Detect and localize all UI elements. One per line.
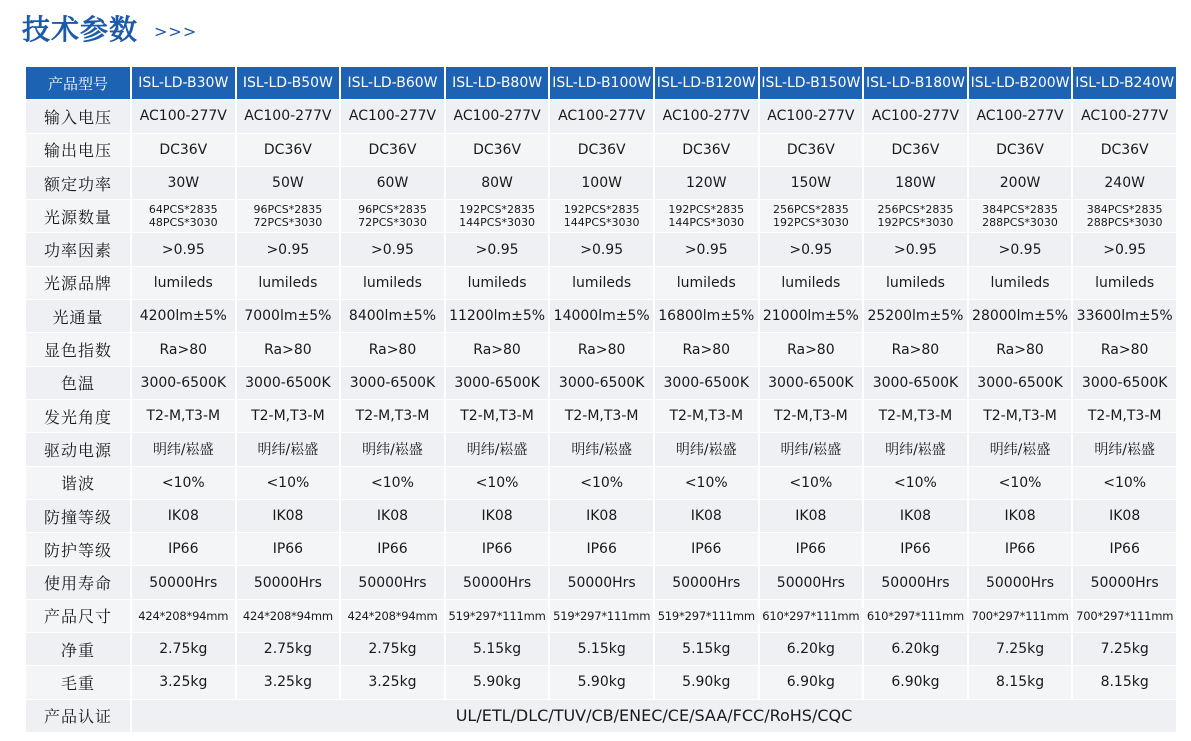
spec-cell: IK08 xyxy=(235,500,340,532)
spec-cell: >0.95 xyxy=(130,233,235,265)
spec-cell: Ra>80 xyxy=(758,333,863,365)
spec-cell: IK08 xyxy=(653,500,758,532)
spec-cell: 700*297*111mm xyxy=(967,600,1072,632)
spec-cell: T2-M,T3-M xyxy=(130,400,235,432)
spec-cell: 3000-6500K xyxy=(235,367,340,399)
spec-cell: 150W xyxy=(758,167,863,199)
spec-cell-line: 192PCS*3030 xyxy=(772,216,849,230)
spec-cell: 28000lm±5% xyxy=(967,300,1072,332)
spec-cell-line: 288PCS*3030 xyxy=(1086,216,1163,230)
spec-cell-line: 64PCS*2835 xyxy=(148,203,218,217)
title-arrows: >>> xyxy=(154,21,198,41)
spec-row xyxy=(26,333,1176,365)
spec-cell: 3000-6500K xyxy=(130,367,235,399)
spec-cell: 3000-6500K xyxy=(862,367,967,399)
spec-cell: Ra>80 xyxy=(235,333,340,365)
row-label: 驱动电源 xyxy=(26,433,130,465)
row-label: 光通量 xyxy=(26,300,130,332)
spec-row xyxy=(26,267,1176,299)
spec-cell: lumileds xyxy=(967,267,1072,299)
spec-cell: 8.15kg xyxy=(1071,666,1176,698)
certification-row xyxy=(26,700,1176,732)
spec-cell: 50000Hrs xyxy=(235,566,340,598)
spec-cell: 519*297*111mm xyxy=(653,600,758,632)
spec-cell: 4200lm±5% xyxy=(130,300,235,332)
spec-cell: DC36V xyxy=(653,134,758,166)
spec-cell: 3000-6500K xyxy=(758,367,863,399)
spec-cell: IP66 xyxy=(862,533,967,565)
certification-value: UL/ETL/DLC/TUV/CB/ENEC/CE/SAA/FCC/RoHS/CQC xyxy=(130,700,1176,732)
spec-cell: 7.25kg xyxy=(967,633,1072,665)
spec-cell-line: 144PCS*3030 xyxy=(668,216,745,230)
spec-cell: lumileds xyxy=(339,267,444,299)
spec-cell: 16800lm±5% xyxy=(653,300,758,332)
spec-cell: DC36V xyxy=(444,134,549,166)
spec-cell: 5.90kg xyxy=(444,666,549,698)
certification-label: 产品认证 xyxy=(26,700,130,732)
spec-cell: 240W xyxy=(1071,167,1176,199)
spec-cell: DC36V xyxy=(235,134,340,166)
spec-cell: AC100-277V xyxy=(653,100,758,132)
spec-cell: DC36V xyxy=(548,134,653,166)
spec-cell xyxy=(548,200,653,232)
spec-cell: Ra>80 xyxy=(653,333,758,365)
spec-cell xyxy=(967,200,1072,232)
spec-cell: 明纬/崧盛 xyxy=(967,433,1072,465)
spec-cell xyxy=(444,200,549,232)
spec-cell: lumileds xyxy=(1071,267,1176,299)
spec-cell: 2.75kg xyxy=(130,633,235,665)
spec-cell: 200W xyxy=(967,167,1072,199)
spec-cell: 3.25kg xyxy=(339,666,444,698)
spec-cell: 519*297*111mm xyxy=(548,600,653,632)
spec-cell: 30W xyxy=(130,167,235,199)
spec-cell: 120W xyxy=(653,167,758,199)
spec-cell: <10% xyxy=(1071,467,1176,499)
spec-cell: 50000Hrs xyxy=(862,566,967,598)
spec-cell: Ra>80 xyxy=(130,333,235,365)
spec-cell: 3.25kg xyxy=(130,666,235,698)
spec-cell: <10% xyxy=(653,467,758,499)
spec-cell: <10% xyxy=(444,467,549,499)
spec-cell: T2-M,T3-M xyxy=(548,400,653,432)
spec-cell: IP66 xyxy=(967,533,1072,565)
header-row xyxy=(26,67,1176,99)
spec-cell: IK08 xyxy=(758,500,863,532)
spec-row xyxy=(26,233,1176,265)
spec-cell-line: 384PCS*2835 xyxy=(982,203,1058,217)
spec-cell: AC100-277V xyxy=(548,100,653,132)
spec-cell-line: 144PCS*3030 xyxy=(459,216,535,230)
spec-cell: AC100-277V xyxy=(967,100,1072,132)
spec-cell: 50W xyxy=(235,167,340,199)
header-model: ISL-LD-B180W xyxy=(862,67,967,99)
spec-cell-line: 192PCS*3030 xyxy=(877,216,954,230)
spec-cell: T2-M,T3-M xyxy=(339,400,444,432)
spec-cell: lumileds xyxy=(862,267,967,299)
header-model: ISL-LD-B80W xyxy=(444,67,549,99)
row-label: 光源品牌 xyxy=(26,267,130,299)
spec-cell: 6.90kg xyxy=(758,666,863,698)
spec-cell: 50000Hrs xyxy=(548,566,653,598)
spec-cell: IP66 xyxy=(758,533,863,565)
spec-cell: IK08 xyxy=(548,500,653,532)
spec-cell: IP66 xyxy=(130,533,235,565)
spec-cell: 明纬/崧盛 xyxy=(1071,433,1176,465)
spec-row xyxy=(26,566,1176,598)
spec-cell: T2-M,T3-M xyxy=(1071,400,1176,432)
spec-cell: 6.20kg xyxy=(862,633,967,665)
spec-cell: IK08 xyxy=(339,500,444,532)
spec-cell: 3000-6500K xyxy=(1071,367,1176,399)
spec-row xyxy=(26,200,1176,232)
spec-cell: DC36V xyxy=(130,134,235,166)
spec-cell: >0.95 xyxy=(548,233,653,265)
spec-row xyxy=(26,367,1176,399)
spec-cell: T2-M,T3-M xyxy=(758,400,863,432)
spec-cell: 700*297*111mm xyxy=(1071,600,1176,632)
spec-cell xyxy=(130,200,235,232)
spec-cell: >0.95 xyxy=(1071,233,1176,265)
spec-cell: 50000Hrs xyxy=(339,566,444,598)
spec-table-body xyxy=(26,67,1176,732)
spec-cell: T2-M,T3-M xyxy=(653,400,758,432)
spec-cell: DC36V xyxy=(862,134,967,166)
spec-cell: 50000Hrs xyxy=(967,566,1072,598)
spec-cell: AC100-277V xyxy=(339,100,444,132)
spec-cell: 明纬/崧盛 xyxy=(548,433,653,465)
spec-cell: <10% xyxy=(339,467,444,499)
spec-cell: 25200lm±5% xyxy=(862,300,967,332)
spec-cell-line: 72PCS*3030 xyxy=(358,216,427,230)
spec-cell: DC36V xyxy=(967,134,1072,166)
spec-cell-line: 96PCS*2835 xyxy=(358,203,427,217)
spec-cell: >0.95 xyxy=(444,233,549,265)
spec-cell: IP66 xyxy=(444,533,549,565)
page-title-block xyxy=(22,8,197,48)
spec-row xyxy=(26,533,1176,565)
spec-cell: 8.15kg xyxy=(967,666,1072,698)
header-model: ISL-LD-B100W xyxy=(548,67,653,99)
spec-cell: 明纬/崧盛 xyxy=(339,433,444,465)
spec-cell: 3.25kg xyxy=(235,666,340,698)
spec-cell: 5.15kg xyxy=(548,633,653,665)
spec-row xyxy=(26,467,1176,499)
spec-cell-line: 256PCS*2835 xyxy=(772,203,849,217)
spec-cell: AC100-277V xyxy=(758,100,863,132)
spec-cell-line: 288PCS*3030 xyxy=(982,216,1058,230)
spec-cell: 610*297*111mm xyxy=(862,600,967,632)
spec-cell: IK08 xyxy=(444,500,549,532)
row-label: 色温 xyxy=(26,367,130,399)
spec-cell: 424*208*94mm xyxy=(130,600,235,632)
spec-cell: IP66 xyxy=(548,533,653,565)
spec-cell: 11200lm±5% xyxy=(444,300,549,332)
spec-cell: IK08 xyxy=(862,500,967,532)
spec-cell-line: 256PCS*2835 xyxy=(877,203,954,217)
spec-cell-line: 192PCS*2835 xyxy=(563,203,640,217)
spec-cell: T2-M,T3-M xyxy=(444,400,549,432)
spec-cell: Ra>80 xyxy=(444,333,549,365)
row-label: 显色指数 xyxy=(26,333,130,365)
header-model: ISL-LD-B120W xyxy=(653,67,758,99)
spec-cell: IK08 xyxy=(1071,500,1176,532)
spec-cell: lumileds xyxy=(130,267,235,299)
spec-row xyxy=(26,500,1176,532)
spec-cell: 5.90kg xyxy=(653,666,758,698)
spec-cell: IP66 xyxy=(235,533,340,565)
spec-cell: >0.95 xyxy=(339,233,444,265)
header-model: ISL-LD-B60W xyxy=(339,67,444,99)
row-label: 防护等级 xyxy=(26,533,130,565)
header-model: ISL-LD-B50W xyxy=(235,67,340,99)
spec-cell: 519*297*111mm xyxy=(444,600,549,632)
spec-cell: T2-M,T3-M xyxy=(235,400,340,432)
spec-cell: 424*208*94mm xyxy=(339,600,444,632)
spec-cell: >0.95 xyxy=(862,233,967,265)
spec-table xyxy=(26,66,1176,733)
spec-cell: DC36V xyxy=(1071,134,1176,166)
spec-cell: <10% xyxy=(548,467,653,499)
spec-cell: <10% xyxy=(130,467,235,499)
spec-cell: 60W xyxy=(339,167,444,199)
spec-cell: IP66 xyxy=(653,533,758,565)
spec-cell: AC100-277V xyxy=(444,100,549,132)
spec-cell: 明纬/崧盛 xyxy=(862,433,967,465)
spec-row xyxy=(26,100,1176,132)
spec-cell: 7.25kg xyxy=(1071,633,1176,665)
spec-cell: T2-M,T3-M xyxy=(967,400,1072,432)
spec-cell: 7000lm±5% xyxy=(235,300,340,332)
spec-cell: >0.95 xyxy=(967,233,1072,265)
spec-cell: Ra>80 xyxy=(339,333,444,365)
spec-row xyxy=(26,300,1176,332)
spec-row xyxy=(26,167,1176,199)
spec-cell: 3000-6500K xyxy=(653,367,758,399)
spec-cell: >0.95 xyxy=(653,233,758,265)
spec-cell: DC36V xyxy=(758,134,863,166)
spec-cell-line: 192PCS*2835 xyxy=(668,203,745,217)
row-label: 防撞等级 xyxy=(26,500,130,532)
spec-cell: Ra>80 xyxy=(548,333,653,365)
spec-row xyxy=(26,134,1176,166)
spec-cell-line: 72PCS*3030 xyxy=(253,216,323,230)
row-label: 输入电压 xyxy=(26,100,130,132)
spec-cell: 5.90kg xyxy=(548,666,653,698)
spec-row xyxy=(26,666,1176,698)
spec-cell: 3000-6500K xyxy=(548,367,653,399)
spec-cell: lumileds xyxy=(235,267,340,299)
spec-row xyxy=(26,433,1176,465)
spec-cell: 50000Hrs xyxy=(653,566,758,598)
spec-cell xyxy=(1071,200,1176,232)
spec-cell xyxy=(235,200,340,232)
spec-cell: 2.75kg xyxy=(339,633,444,665)
spec-cell: lumileds xyxy=(653,267,758,299)
spec-row xyxy=(26,633,1176,665)
spec-cell: <10% xyxy=(235,467,340,499)
spec-cell: 50000Hrs xyxy=(758,566,863,598)
spec-cell: AC100-277V xyxy=(1071,100,1176,132)
spec-cell: 8400lm±5% xyxy=(339,300,444,332)
row-label: 输出电压 xyxy=(26,134,130,166)
spec-cell: AC100-277V xyxy=(862,100,967,132)
spec-cell: 明纬/崧盛 xyxy=(235,433,340,465)
spec-cell: 明纬/崧盛 xyxy=(444,433,549,465)
spec-cell: IK08 xyxy=(130,500,235,532)
row-label: 功率因素 xyxy=(26,233,130,265)
spec-cell: <10% xyxy=(967,467,1072,499)
spec-cell: lumileds xyxy=(758,267,863,299)
spec-cell: lumileds xyxy=(548,267,653,299)
spec-cell: 50000Hrs xyxy=(1071,566,1176,598)
spec-cell: 50000Hrs xyxy=(130,566,235,598)
spec-cell-line: 96PCS*2835 xyxy=(253,203,323,217)
row-label: 谐波 xyxy=(26,467,130,499)
spec-cell: 424*208*94mm xyxy=(235,600,340,632)
spec-cell: 180W xyxy=(862,167,967,199)
header-model: ISL-LD-B200W xyxy=(967,67,1072,99)
spec-cell: AC100-277V xyxy=(235,100,340,132)
spec-cell: Ra>80 xyxy=(967,333,1072,365)
spec-cell: IP66 xyxy=(1071,533,1176,565)
spec-cell: 明纬/崧盛 xyxy=(758,433,863,465)
spec-cell: >0.95 xyxy=(758,233,863,265)
spec-cell: 6.90kg xyxy=(862,666,967,698)
row-label: 产品尺寸 xyxy=(26,600,130,632)
spec-row xyxy=(26,600,1176,632)
spec-cell: IP66 xyxy=(339,533,444,565)
row-label: 使用寿命 xyxy=(26,566,130,598)
spec-cell-line: 192PCS*2835 xyxy=(459,203,535,217)
header-model: ISL-LD-B150W xyxy=(758,67,863,99)
header-label: 产品型号 xyxy=(26,67,130,99)
spec-cell: AC100-277V xyxy=(130,100,235,132)
row-label: 净重 xyxy=(26,633,130,665)
spec-cell: 21000lm±5% xyxy=(758,300,863,332)
spec-cell: 5.15kg xyxy=(444,633,549,665)
page-title: 技术参数 xyxy=(22,13,139,46)
spec-cell: 3000-6500K xyxy=(967,367,1072,399)
spec-cell: 610*297*111mm xyxy=(758,600,863,632)
spec-cell: 2.75kg xyxy=(235,633,340,665)
spec-cell: <10% xyxy=(758,467,863,499)
spec-cell: 6.20kg xyxy=(758,633,863,665)
spec-row xyxy=(26,400,1176,432)
spec-cell-line: 144PCS*3030 xyxy=(563,216,640,230)
spec-cell: lumileds xyxy=(444,267,549,299)
spec-cell: 33600lm±5% xyxy=(1071,300,1176,332)
spec-cell: Ra>80 xyxy=(862,333,967,365)
spec-cell: 3000-6500K xyxy=(339,367,444,399)
spec-cell: 50000Hrs xyxy=(444,566,549,598)
header-model: ISL-LD-B30W xyxy=(130,67,235,99)
spec-cell xyxy=(339,200,444,232)
spec-cell: IK08 xyxy=(967,500,1072,532)
spec-cell xyxy=(653,200,758,232)
spec-cell: 14000lm±5% xyxy=(548,300,653,332)
spec-cell: 3000-6500K xyxy=(444,367,549,399)
spec-cell-line: 384PCS*2835 xyxy=(1086,203,1163,217)
row-label: 光源数量 xyxy=(26,200,130,232)
spec-cell xyxy=(758,200,863,232)
row-label: 毛重 xyxy=(26,666,130,698)
spec-cell: <10% xyxy=(862,467,967,499)
spec-cell xyxy=(862,200,967,232)
spec-cell: T2-M,T3-M xyxy=(862,400,967,432)
spec-cell: 5.15kg xyxy=(653,633,758,665)
spec-cell: Ra>80 xyxy=(1071,333,1176,365)
spec-cell-line: 48PCS*3030 xyxy=(148,216,218,230)
row-label: 发光角度 xyxy=(26,400,130,432)
spec-cell: 80W xyxy=(444,167,549,199)
spec-cell: >0.95 xyxy=(235,233,340,265)
spec-cell: DC36V xyxy=(339,134,444,166)
spec-cell: 明纬/崧盛 xyxy=(653,433,758,465)
spec-cell: 明纬/崧盛 xyxy=(130,433,235,465)
header-model: ISL-LD-B240W xyxy=(1071,67,1176,99)
spec-cell: 100W xyxy=(548,167,653,199)
row-label: 额定功率 xyxy=(26,167,130,199)
